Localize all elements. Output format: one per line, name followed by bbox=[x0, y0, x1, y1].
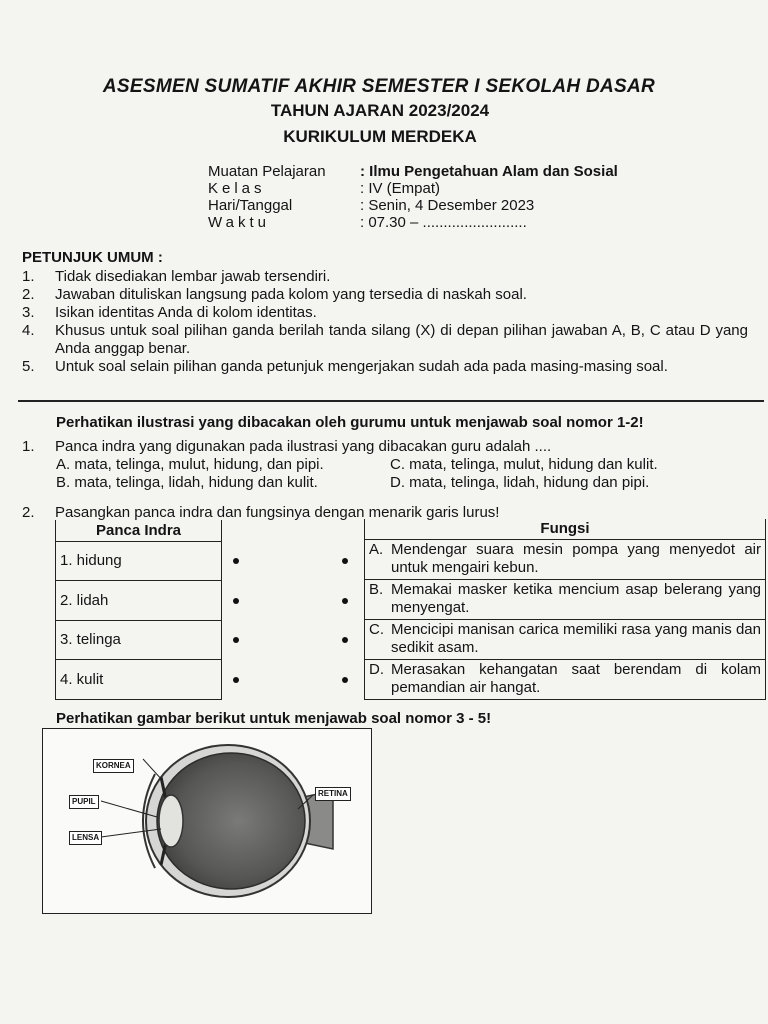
item-text: Isikan identitas Anda di kolom identitas. bbox=[55, 304, 317, 321]
item-number: 4. bbox=[22, 322, 35, 339]
identity-value: : Senin, 4 Desember 2023 bbox=[360, 197, 535, 214]
label-pupil: PUPIL bbox=[69, 795, 99, 809]
identity-class bbox=[208, 180, 618, 197]
item-text: Untuk soal selain pilihan ganda petunjuk mengerjakan sudah ada pada masing-masing soal. bbox=[55, 358, 668, 375]
right-dot[interactable] bbox=[342, 598, 348, 604]
sense-item: 1. hidung bbox=[56, 541, 222, 580]
item-text: Tidak disediakan lembar jawab tersendiri. bbox=[55, 268, 331, 285]
eye-diagram bbox=[42, 728, 372, 914]
item-number: 3. bbox=[22, 304, 35, 321]
question-text: Panca indra yang digunakan pada ilustrasi yang dibacakan guru adalah .... bbox=[55, 438, 552, 455]
table-header: Panca Indra bbox=[56, 520, 222, 541]
right-dot[interactable] bbox=[342, 677, 348, 683]
instructions-heading: PETUNJUK UMUM : bbox=[22, 249, 163, 266]
left-dot[interactable] bbox=[233, 558, 239, 564]
function-item bbox=[365, 579, 766, 619]
item-number: 5. bbox=[22, 358, 35, 375]
label-lensa: LENSA bbox=[69, 831, 102, 845]
section1-instruction: Perhatikan ilustrasi yang dibacakan oleh gurumu untuk menjawab soal nomor 1-2! bbox=[56, 414, 644, 431]
question-number: 1. bbox=[22, 438, 35, 455]
exam-title: ASESMEN SUMATIF AKHIR SEMESTER I SEKOLAH DASAR bbox=[102, 76, 656, 97]
left-dot[interactable] bbox=[233, 637, 239, 643]
identity-label: Kelas bbox=[208, 180, 266, 197]
label-kornea: KORNEA bbox=[93, 759, 134, 773]
sense-item: 4. kulit bbox=[56, 659, 222, 699]
function-key: A. bbox=[369, 541, 384, 558]
label-retina: RETINA bbox=[315, 787, 351, 801]
question-1 bbox=[22, 438, 551, 456]
list-item bbox=[22, 304, 748, 322]
divider bbox=[18, 400, 764, 402]
instructions-list bbox=[22, 268, 748, 376]
identity-label: Waktu bbox=[208, 214, 270, 231]
identity-block bbox=[208, 163, 618, 231]
function-text: Memakai masker ketika mencium asap belerang yang menyengat. bbox=[391, 581, 761, 616]
identity-value: : IV (Empat) bbox=[360, 180, 441, 197]
sense-item: 2. lidah bbox=[56, 580, 222, 620]
list-item bbox=[22, 286, 748, 304]
left-dot[interactable] bbox=[233, 598, 239, 604]
function-item bbox=[365, 659, 766, 699]
left-dot[interactable] bbox=[233, 677, 239, 683]
right-dot[interactable] bbox=[342, 558, 348, 564]
right-dot[interactable] bbox=[342, 637, 348, 643]
identity-value: : Ilmu Pengetahuan Alam dan Sosial bbox=[360, 163, 618, 180]
item-number: 1. bbox=[22, 268, 35, 285]
item-text: Khusus untuk soal pilihan ganda berilah tanda silang (X) di depan pilihan jawaban A, B, C atau D yang Anda anggap benar. bbox=[55, 322, 748, 357]
function-key: B. bbox=[369, 581, 384, 598]
option-a[interactable]: A. mata, telinga, mulut, hidung, dan pipi. bbox=[56, 456, 324, 473]
table-header: Fungsi bbox=[365, 519, 766, 539]
academic-year: TAHUN AJARAN 2023/2024 bbox=[270, 101, 490, 120]
identity-label: Muatan Pelajaran bbox=[208, 163, 326, 180]
section2-instruction: Perhatikan gambar berikut untuk menjawab soal nomor 3 - 5! bbox=[56, 710, 492, 727]
function-item bbox=[365, 619, 766, 659]
function-text: Merasakan kehangatan saat berendam di kolam pemandian air hangat. bbox=[391, 661, 761, 696]
function-text: Mendengar suara mesin pompa yang menyedot air untuk mengairi kebun. bbox=[391, 541, 761, 576]
option-d[interactable]: D. mata, telinga, lidah, hidung dan pipi. bbox=[390, 474, 650, 491]
panca-indra-table bbox=[55, 520, 222, 700]
eye-illustration bbox=[43, 729, 371, 913]
option-b[interactable]: B. mata, telinga, lidah, hidung dan kulit. bbox=[56, 474, 318, 491]
identity-subject bbox=[208, 163, 618, 180]
item-text: Jawaban dituliskan langsung pada kolom yang tersedia di naskah soal. bbox=[55, 286, 527, 303]
identity-time bbox=[208, 214, 618, 231]
fungsi-table bbox=[364, 519, 766, 700]
function-key: C. bbox=[369, 621, 384, 638]
function-item bbox=[365, 539, 766, 579]
list-item bbox=[22, 358, 748, 376]
sense-item: 3. telinga bbox=[56, 620, 222, 659]
curriculum-title: KURIKULUM MERDEKA bbox=[283, 127, 477, 146]
function-key: D. bbox=[369, 661, 384, 678]
identity-date bbox=[208, 197, 618, 214]
list-item bbox=[22, 322, 748, 358]
function-text: Mencicipi manisan carica memiliki rasa yang manis dan sedikit asam. bbox=[391, 621, 761, 656]
item-number: 2. bbox=[22, 286, 35, 303]
identity-value: : 07.30 – ......................... bbox=[360, 214, 527, 231]
option-c[interactable]: C. mata, telinga, mulut, hidung dan kulit. bbox=[390, 456, 658, 473]
question-text: Pasangkan panca indra dan fungsinya dengan menarik garis lurus! bbox=[55, 504, 500, 521]
identity-label: Hari/Tanggal bbox=[208, 197, 293, 214]
list-item bbox=[22, 268, 748, 286]
question-number: 2. bbox=[22, 504, 35, 521]
